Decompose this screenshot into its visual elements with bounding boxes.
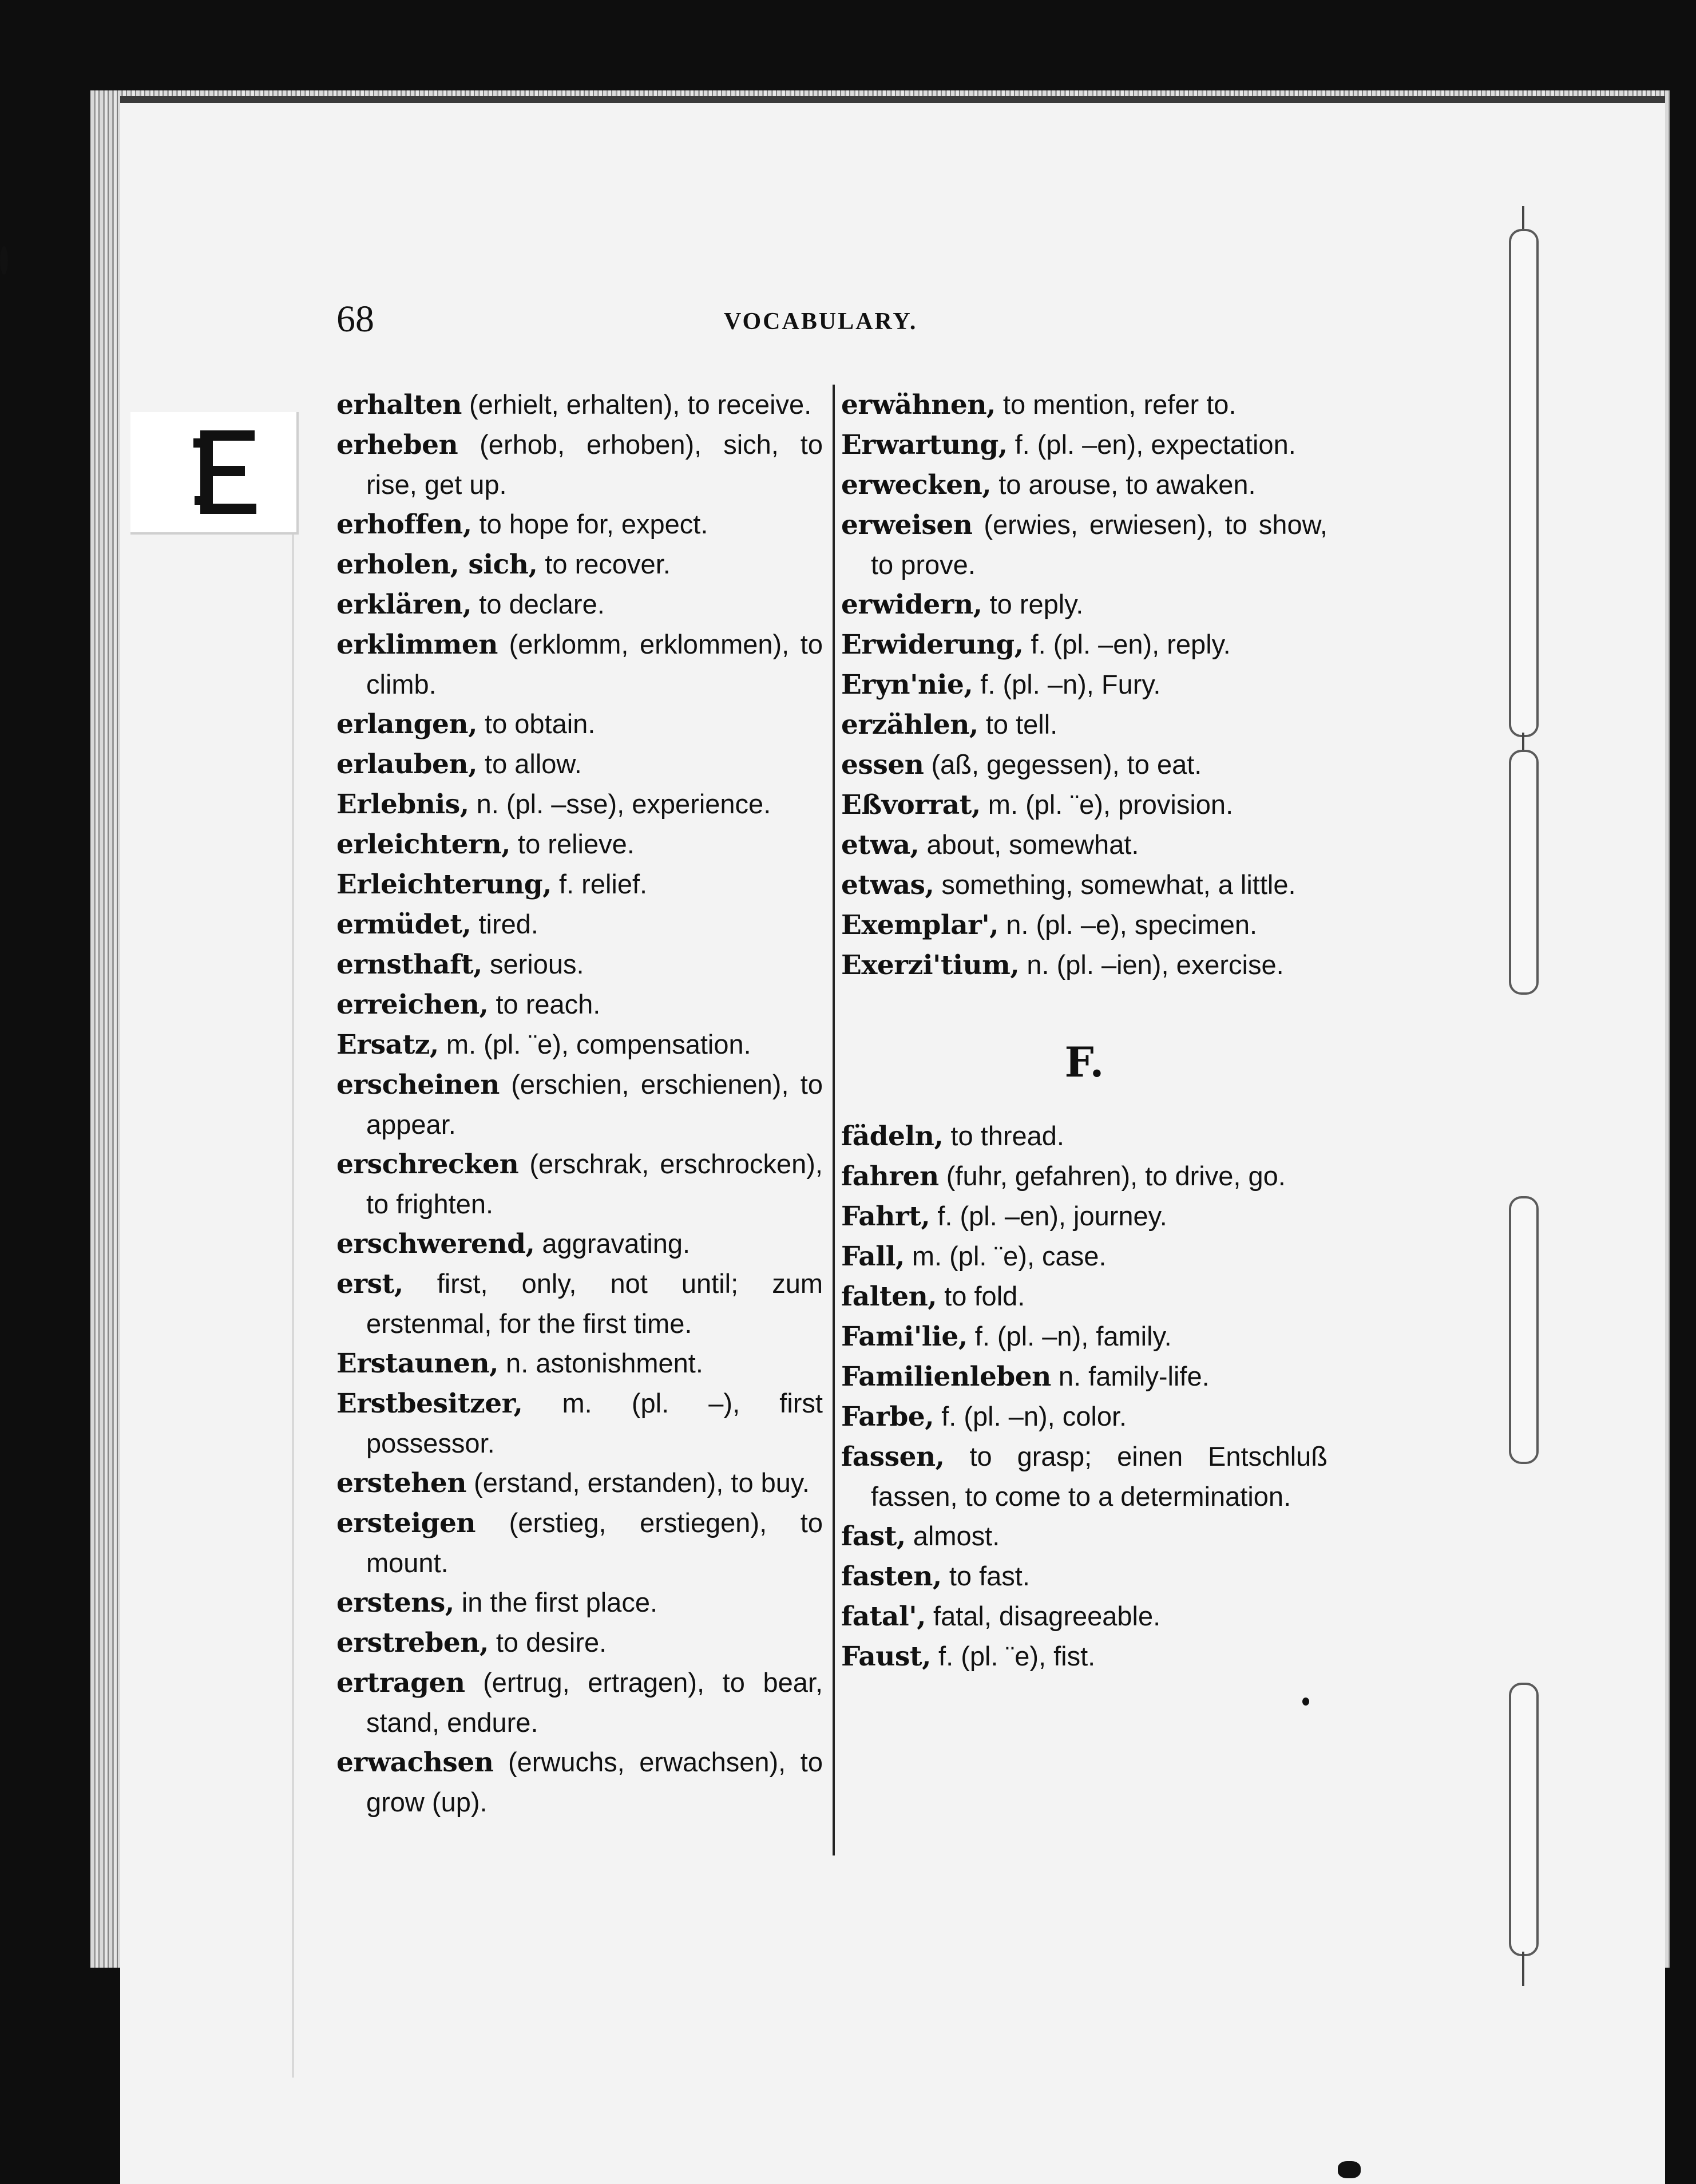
page-number: 68 bbox=[336, 298, 374, 340]
vocabulary-entry bbox=[841, 624, 1328, 664]
entry-headword: etwa, bbox=[841, 829, 920, 861]
entry-definition: about, somewhat. bbox=[919, 829, 1139, 860]
entry-definition: to reply. bbox=[982, 589, 1084, 619]
binding-stitch bbox=[1509, 1196, 1539, 1464]
entry-definition: to thread. bbox=[943, 1121, 1064, 1151]
vocabulary-entry bbox=[336, 1343, 823, 1383]
entry-definition: to fold. bbox=[937, 1281, 1025, 1311]
binding-stitch bbox=[1509, 750, 1539, 995]
entry-definition: to reach. bbox=[488, 989, 601, 1019]
entry-definition: f. (pl. –en), expectation. bbox=[1007, 429, 1296, 460]
vocabulary-entry bbox=[336, 1383, 823, 1463]
entry-headword: Erstbesitzer, bbox=[336, 1388, 523, 1419]
entry-headword: erst, bbox=[336, 1268, 403, 1300]
entry-definition: to hope for, expect. bbox=[471, 509, 708, 539]
vocabulary-entry bbox=[841, 905, 1328, 945]
entry-headword: ernsthaft, bbox=[336, 949, 482, 980]
vocabulary-entry bbox=[841, 664, 1328, 705]
ink-speck bbox=[1302, 1698, 1309, 1706]
right-column bbox=[841, 385, 1328, 1676]
vocabulary-entry bbox=[336, 944, 823, 984]
vocabulary-entry bbox=[336, 1463, 823, 1503]
binding-stitch bbox=[1509, 229, 1539, 737]
entry-definition: aggravating. bbox=[534, 1228, 691, 1259]
entry-headword: ertragen bbox=[336, 1667, 465, 1699]
entry-definition: f. (pl. –en), journey. bbox=[930, 1201, 1167, 1231]
vocabulary-entry bbox=[841, 1437, 1328, 1516]
vocabulary-entry bbox=[336, 744, 823, 784]
vocabulary-entry bbox=[841, 465, 1328, 505]
entry-definition: to obtain. bbox=[477, 709, 596, 739]
entry-headword: erwecken, bbox=[841, 469, 992, 501]
entry-definition: to fast. bbox=[941, 1561, 1030, 1591]
entry-definition: first, only, not until; zum erstenmal, for the first time. bbox=[366, 1268, 823, 1339]
entry-headword: essen bbox=[841, 749, 924, 781]
entry-headword: erlauben, bbox=[336, 749, 477, 780]
binding-stitch bbox=[1509, 1683, 1539, 1956]
entry-definition: to relieve. bbox=[510, 829, 635, 859]
entry-headword: erstens, bbox=[336, 1587, 454, 1619]
entry-headword: falten, bbox=[841, 1281, 937, 1312]
binding-thread bbox=[1522, 733, 1524, 750]
entry-headword: Fami'lie, bbox=[841, 1321, 968, 1352]
entry-definition: (erwies, erwiesen), to show, to prove. bbox=[871, 509, 1328, 580]
vocabulary-entry bbox=[336, 544, 823, 584]
entry-headword: erhalten bbox=[336, 389, 462, 421]
entry-headword: erreichen, bbox=[336, 989, 489, 1020]
vocabulary-entry bbox=[841, 505, 1328, 584]
entry-definition: (erschrak, erschrocken), to frighten. bbox=[366, 1149, 823, 1219]
vocabulary-entry bbox=[841, 785, 1328, 825]
entry-headword: Erstaunen, bbox=[336, 1348, 498, 1379]
vocabulary-entry bbox=[841, 425, 1328, 465]
vocabulary-entry bbox=[841, 1556, 1328, 1596]
entry-definition: (erschien, erschienen), to appear. bbox=[366, 1069, 823, 1140]
entry-headword: erstreben, bbox=[336, 1627, 489, 1659]
entry-headword: erwachsen bbox=[336, 1747, 494, 1778]
entry-definition: n. (pl. –sse), experience. bbox=[469, 789, 771, 819]
entry-definition: tired. bbox=[471, 909, 538, 939]
vocabulary-entry bbox=[841, 1356, 1328, 1396]
entry-headword: Exemplar', bbox=[841, 909, 999, 941]
entry-definition: (erklomm, erklommen), to climb. bbox=[366, 629, 823, 699]
entry-definition: something, somewhat, a little. bbox=[934, 869, 1296, 900]
entry-headword: Erleichterung, bbox=[336, 869, 552, 900]
entry-definition: almost. bbox=[905, 1521, 1000, 1551]
entry-definition: f. relief. bbox=[551, 869, 648, 899]
vocabulary-entry bbox=[841, 745, 1328, 785]
entry-definition: fatal, disagreeable. bbox=[925, 1601, 1161, 1631]
entry-headword: Erlebnis, bbox=[336, 789, 469, 820]
entry-definition: to declare. bbox=[471, 589, 605, 619]
entry-headword: erlangen, bbox=[336, 709, 477, 740]
entry-headword: Faust, bbox=[841, 1641, 931, 1672]
vocabulary-entry bbox=[336, 1503, 823, 1582]
entry-definition: in the first place. bbox=[454, 1587, 658, 1617]
entry-headword: ermüdet, bbox=[336, 909, 471, 940]
entry-headword: erheben bbox=[336, 429, 458, 461]
entry-definition: to tell. bbox=[978, 709, 1058, 739]
vocabulary-entry bbox=[336, 1264, 823, 1343]
vocabulary-entry bbox=[841, 385, 1328, 425]
entry-headword: Exerzi'tium, bbox=[841, 949, 1020, 981]
vocabulary-entry bbox=[336, 704, 823, 744]
entry-definition: f. (pl. –en), reply. bbox=[1023, 629, 1231, 659]
entry-headword: Fahrt, bbox=[841, 1201, 930, 1232]
vocabulary-entry bbox=[841, 1276, 1328, 1316]
vocabulary-entry bbox=[841, 825, 1328, 865]
entry-headword: erweisen bbox=[841, 509, 973, 541]
entry-definition: f. (pl. –n), Fury. bbox=[973, 669, 1161, 699]
entry-headword: erhoffen, bbox=[336, 509, 472, 540]
vocabulary-entry bbox=[841, 865, 1328, 905]
entry-definition: (erhob, erhoben), sich, to rise, get up. bbox=[366, 429, 823, 500]
entry-definition: (erstand, erstanden), to buy. bbox=[466, 1467, 810, 1498]
entry-headword: erschrecken bbox=[336, 1149, 519, 1180]
entry-definition: n. (pl. –ien), exercise. bbox=[1019, 949, 1284, 980]
vocabulary-entry bbox=[841, 1636, 1328, 1676]
entry-headword: ersteigen bbox=[336, 1508, 476, 1539]
entry-definition: to mention, refer to. bbox=[995, 389, 1237, 420]
right-column-e-entries bbox=[841, 385, 1328, 985]
entry-headword: Eßvorrat, bbox=[841, 789, 981, 821]
vocabulary-entry bbox=[841, 1236, 1328, 1276]
vocabulary-entry bbox=[336, 1742, 823, 1822]
vocabulary-entry bbox=[841, 1516, 1328, 1556]
ink-speck bbox=[0, 246, 8, 275]
entry-definition: to arouse, to awaken. bbox=[991, 469, 1256, 500]
vocabulary-entry bbox=[336, 904, 823, 944]
entry-definition: (erstieg, erstiegen), to mount. bbox=[366, 1508, 823, 1578]
left-column bbox=[336, 385, 823, 1822]
vocabulary-entry bbox=[336, 1144, 823, 1224]
vocabulary-entry bbox=[336, 784, 823, 824]
vocabulary-entry bbox=[841, 1156, 1328, 1196]
entry-definition: (erwuchs, erwachsen), to grow (up). bbox=[366, 1747, 823, 1817]
binding-thread bbox=[1522, 206, 1524, 229]
vocabulary-entry bbox=[336, 824, 823, 864]
thumb-index-letter-e-icon bbox=[189, 425, 263, 519]
entry-definition: m. (pl. ¨e), case. bbox=[904, 1241, 1107, 1271]
entry-definition: f. (pl. –n), family. bbox=[967, 1321, 1172, 1351]
entry-definition: to recover. bbox=[537, 549, 671, 579]
entry-definition: (aß, gegessen), to eat. bbox=[924, 749, 1202, 780]
entry-headword: erwähnen, bbox=[841, 389, 996, 421]
entry-definition: m. (pl. ¨e), compensation. bbox=[438, 1029, 751, 1059]
entry-headword: Ersatz, bbox=[336, 1029, 439, 1061]
vocabulary-entry bbox=[841, 705, 1328, 745]
vocabulary-entry bbox=[841, 1196, 1328, 1236]
vocabulary-entry bbox=[336, 1582, 823, 1623]
entry-headword: fahren bbox=[841, 1161, 939, 1192]
entry-headword: erwidern, bbox=[841, 589, 982, 620]
entry-headword: erklimmen bbox=[336, 629, 498, 660]
entry-headword: erzählen, bbox=[841, 709, 978, 741]
vocabulary-entry bbox=[336, 425, 823, 504]
entry-headword: erstehen bbox=[336, 1467, 466, 1499]
entry-definition: n. family-life. bbox=[1051, 1361, 1210, 1391]
entry-headword: Farbe, bbox=[841, 1401, 934, 1433]
entry-headword: Erwartung, bbox=[841, 429, 1008, 461]
vocabulary-entry bbox=[336, 1024, 823, 1065]
entry-headword: erklären, bbox=[336, 589, 472, 620]
vocabulary-entry bbox=[336, 504, 823, 544]
entry-headword: Eryn'nie, bbox=[841, 669, 973, 701]
entry-definition: f. (pl. –n), color. bbox=[934, 1401, 1127, 1431]
vocabulary-entry bbox=[336, 385, 823, 425]
entry-definition: (fuhr, gefahren), to drive, go. bbox=[938, 1161, 1286, 1191]
entry-headword: erschwerend, bbox=[336, 1228, 535, 1260]
vocabulary-entry bbox=[336, 584, 823, 624]
vocabulary-entry bbox=[336, 1623, 823, 1663]
vocabulary-entry bbox=[841, 945, 1328, 985]
vocabulary-entry bbox=[336, 864, 823, 904]
entry-headword: fädeln, bbox=[841, 1121, 944, 1152]
ink-speck bbox=[1338, 2161, 1361, 2178]
entry-definition: to desire. bbox=[488, 1627, 607, 1657]
vocabulary-entry bbox=[841, 584, 1328, 624]
entry-definition: m. (pl. –), first possessor. bbox=[366, 1388, 823, 1458]
right-column-f-entries bbox=[841, 1116, 1328, 1676]
entry-definition: (ertrug, ertragen), to bear, stand, endure. bbox=[366, 1667, 823, 1738]
entry-headword: Erwiderung, bbox=[841, 629, 1024, 660]
entry-headword: fassen, bbox=[841, 1441, 945, 1473]
entry-definition: n. (pl. –e), specimen. bbox=[998, 909, 1258, 940]
vocabulary-entry bbox=[841, 1116, 1328, 1156]
entry-headword: fasten, bbox=[841, 1561, 942, 1592]
entry-definition: n. astonishment. bbox=[498, 1348, 703, 1378]
entry-definition: serious. bbox=[482, 949, 584, 979]
entry-headword: fatal', bbox=[841, 1601, 926, 1632]
section-letter: F. bbox=[1064, 1038, 1104, 1086]
vocabulary-entry bbox=[841, 1596, 1328, 1636]
vocabulary-entry bbox=[336, 984, 823, 1024]
entry-headword: erholen, sich, bbox=[336, 549, 538, 580]
entry-definition: to grasp; einen Entschluß fassen, to come to a determination. bbox=[871, 1441, 1328, 1512]
vocabulary-entry bbox=[336, 1065, 823, 1144]
entry-definition: (erhielt, erhalten), to receive. bbox=[461, 389, 812, 420]
vocabulary-entry bbox=[841, 1316, 1328, 1356]
vocabulary-entry bbox=[336, 624, 823, 704]
entry-headword: Fall, bbox=[841, 1241, 905, 1272]
column-divider bbox=[833, 385, 835, 1855]
entry-headword: erleichtern, bbox=[336, 829, 510, 860]
entry-definition: to allow. bbox=[477, 749, 582, 779]
entry-definition: m. (pl. ¨e), provision. bbox=[980, 789, 1234, 820]
entry-headword: fast, bbox=[841, 1521, 906, 1552]
entry-headword: erscheinen bbox=[336, 1069, 500, 1101]
vocabulary-entry bbox=[336, 1663, 823, 1742]
entry-headword: Familienleben bbox=[841, 1361, 1051, 1392]
binding-thread bbox=[1522, 1952, 1524, 1986]
entry-definition: f. (pl. ¨e), fist. bbox=[930, 1641, 1096, 1671]
vocabulary-entry bbox=[336, 1224, 823, 1264]
entry-headword: etwas, bbox=[841, 869, 934, 901]
running-title: VOCABULARY. bbox=[724, 308, 918, 335]
vocabulary-entry bbox=[841, 1396, 1328, 1437]
page-gutter-line bbox=[292, 532, 294, 2078]
